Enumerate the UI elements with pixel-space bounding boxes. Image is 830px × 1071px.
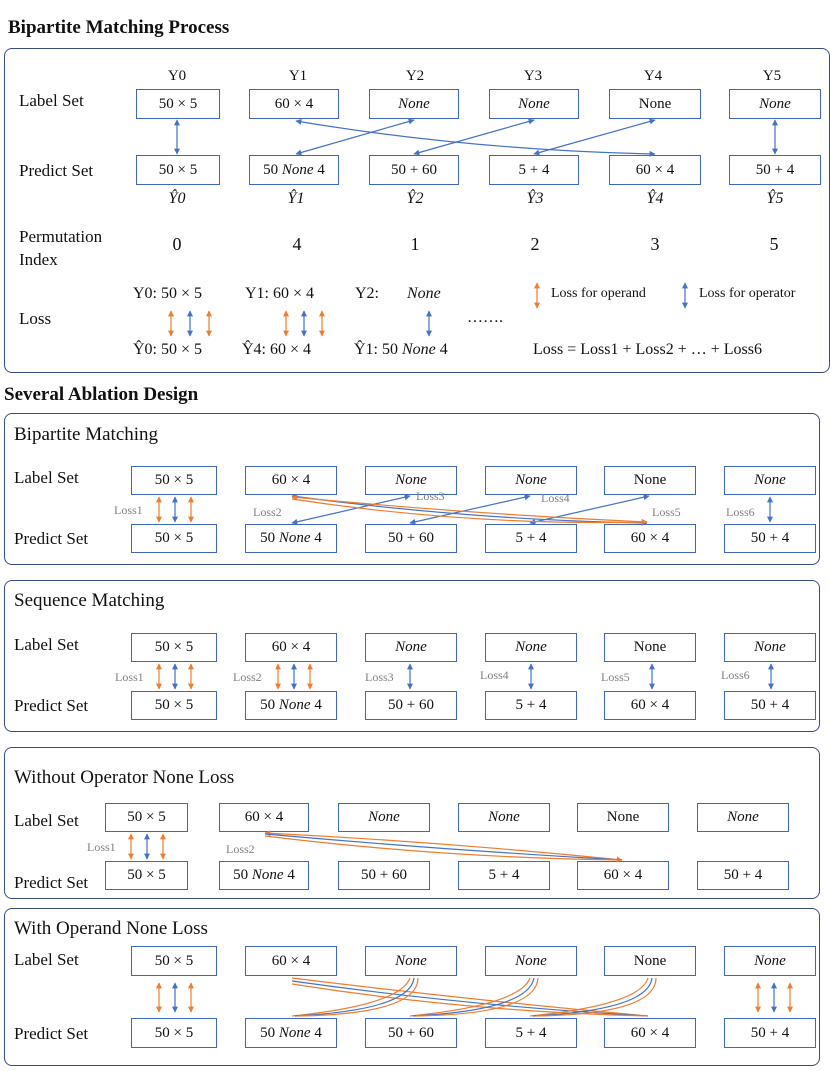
perm-4: 3 bbox=[650, 234, 660, 254]
p3-label-box-4: None bbox=[577, 803, 669, 832]
p2-predict-box-2: 50 + 60 bbox=[365, 691, 457, 720]
loss-c-top: Y2: None bbox=[355, 285, 441, 302]
top-predict-box-5: 50 + 4 bbox=[729, 155, 821, 185]
panel2-predict-set: Predict Set bbox=[14, 696, 89, 715]
col-y0: Y0 bbox=[167, 68, 187, 84]
p3-curve-blue bbox=[265, 834, 622, 860]
p1-loss2: Loss2 bbox=[253, 505, 282, 519]
p1-loss5: Loss5 bbox=[652, 505, 681, 519]
top-loss: Loss bbox=[19, 309, 52, 328]
top-link-4 bbox=[296, 121, 655, 154]
panel1-predict-set: Predict Set bbox=[14, 529, 89, 548]
top-label-box-2: None bbox=[369, 89, 459, 119]
title-ablation: Several Ablation Design bbox=[4, 384, 199, 405]
p1-predict-box-3: 5 + 4 bbox=[485, 524, 577, 553]
top-link-1 bbox=[296, 120, 414, 154]
p3-predict-box-4: 60 × 4 bbox=[577, 861, 669, 890]
hat-y0: Ŷ0 bbox=[168, 190, 186, 207]
p2-predict-box-1: 50 None 4 bbox=[245, 691, 337, 720]
p3-loss1: Loss1 bbox=[87, 840, 116, 854]
p3-predict-box-2: 50 + 60 bbox=[338, 861, 430, 890]
p3-predict-box-1: 50 None 4 bbox=[219, 861, 309, 890]
loss-b-bot: Ŷ4: 60 × 4 bbox=[242, 341, 312, 358]
p3-predict-box-5: 50 + 4 bbox=[697, 861, 789, 890]
p1-label-box-3: None bbox=[485, 466, 577, 495]
p1-predict-box-1: 50 None 4 bbox=[245, 524, 337, 553]
p1-label-box-1: 60 × 4 bbox=[245, 466, 337, 495]
p1-label-box-4: None bbox=[604, 466, 696, 495]
top-label-box-0: 50 × 5 bbox=[136, 89, 220, 119]
top-label-box-5: None bbox=[729, 89, 821, 119]
p1-label-box-2: None bbox=[365, 466, 457, 495]
p4-predict-box-4: 60 × 4 bbox=[604, 1018, 696, 1048]
p1-link-1 bbox=[292, 496, 410, 523]
p2-predict-box-4: 60 × 4 bbox=[604, 691, 696, 720]
panel2-label-set: Label Set bbox=[14, 635, 79, 654]
p4-curve-d2 bbox=[533, 978, 652, 1016]
panel3-title: Without Operator None Loss bbox=[14, 767, 235, 788]
panel1-label-set: Label Set bbox=[14, 468, 79, 487]
top-label-box-3: None bbox=[489, 89, 579, 119]
perm-5: 5 bbox=[769, 234, 779, 254]
top-link-3 bbox=[534, 120, 655, 154]
p2-predict-box-5: 50 + 4 bbox=[724, 691, 816, 720]
p3-loss2: Loss2 bbox=[226, 842, 255, 856]
top-predict-box-3: 5 + 4 bbox=[489, 155, 579, 185]
col-y5: Y5 bbox=[762, 68, 782, 84]
panel4-label-set: Label Set bbox=[14, 950, 79, 969]
p4-curve-d3 bbox=[536, 978, 656, 1016]
p4-label-box-2: None bbox=[365, 946, 457, 976]
p4-label-box-1: 60 × 4 bbox=[245, 946, 337, 976]
loss-b-top: Y1: 60 × 4 bbox=[245, 285, 315, 302]
top-label-box-4: None bbox=[609, 89, 701, 119]
p1-loss3: Loss3 bbox=[416, 489, 445, 503]
p2-loss2: Loss2 bbox=[233, 670, 262, 684]
top-predict-box-0: 50 × 5 bbox=[136, 155, 220, 185]
p2-label-box-0: 50 × 5 bbox=[131, 633, 217, 662]
p4-label-box-4: None bbox=[604, 946, 696, 976]
p2-label-box-4: None bbox=[604, 633, 696, 662]
p4-predict-box-0: 50 × 5 bbox=[131, 1018, 217, 1048]
perm-1: 4 bbox=[292, 234, 302, 254]
p4-label-box-0: 50 × 5 bbox=[131, 946, 217, 976]
p1-loss1: Loss1 bbox=[114, 503, 143, 517]
p1-loss4: Loss4 bbox=[541, 491, 570, 505]
p1-predict-box-0: 50 × 5 bbox=[131, 524, 217, 553]
p3-label-box-0: 50 × 5 bbox=[105, 803, 188, 832]
p2-label-box-2: None bbox=[365, 633, 457, 662]
p1-predict-box-5: 50 + 4 bbox=[724, 524, 816, 553]
perm-3: 2 bbox=[530, 234, 540, 254]
top-permutation-1: Permutation bbox=[19, 227, 103, 246]
col-y4: Y4 bbox=[643, 68, 663, 84]
p3-curve-orange-1 bbox=[265, 833, 622, 860]
panel1-title: Bipartite Matching bbox=[14, 424, 159, 445]
hat-y3: Ŷ3 bbox=[526, 190, 544, 207]
col-y3: Y3 bbox=[523, 68, 543, 84]
title-bipartite-process: Bipartite Matching Process bbox=[8, 17, 230, 38]
p2-loss1: Loss1 bbox=[115, 670, 144, 684]
top-predict-box-1: 50 None 4 bbox=[249, 155, 339, 185]
p1-predict-box-4: 60 × 4 bbox=[604, 524, 696, 553]
p2-loss5: Loss5 bbox=[601, 670, 630, 684]
p2-predict-box-0: 50 × 5 bbox=[131, 691, 217, 720]
col-y2: Y2 bbox=[405, 68, 425, 84]
top-predict-set: Predict Set bbox=[19, 161, 94, 180]
p2-label-box-1: 60 × 4 bbox=[245, 633, 337, 662]
p3-label-box-5: None bbox=[697, 803, 789, 832]
loss-formula: Loss = Loss1 + Loss2 + … + Loss6 bbox=[533, 341, 762, 358]
top-permutation-2: Index bbox=[19, 250, 58, 269]
legend-operand: Loss for operand bbox=[551, 286, 646, 301]
loss-dots: ……. bbox=[467, 309, 503, 326]
hat-y1: Ŷ1 bbox=[287, 190, 305, 207]
p1-loss6: Loss6 bbox=[726, 505, 755, 519]
p3-label-box-3: None bbox=[458, 803, 550, 832]
p1-label-box-0: 50 × 5 bbox=[131, 466, 217, 495]
p4-predict-box-3: 5 + 4 bbox=[485, 1018, 577, 1048]
p3-predict-box-0: 50 × 5 bbox=[105, 861, 188, 890]
p4-predict-box-1: 50 None 4 bbox=[245, 1018, 337, 1048]
panel4-predict-set: Predict Set bbox=[14, 1024, 89, 1043]
col-y1: Y1 bbox=[288, 68, 308, 84]
p3-label-box-1: 60 × 4 bbox=[219, 803, 309, 832]
p2-label-box-5: None bbox=[724, 633, 816, 662]
p1-predict-box-2: 50 + 60 bbox=[365, 524, 457, 553]
legend-operator: Loss for operator bbox=[699, 286, 796, 301]
hat-y2: Ŷ2 bbox=[406, 190, 424, 207]
p3-predict-box-3: 5 + 4 bbox=[458, 861, 550, 890]
loss-c-bot: Ŷ1: 50 None 4 bbox=[354, 341, 448, 358]
p4-predict-box-2: 50 + 60 bbox=[365, 1018, 457, 1048]
p2-loss3: Loss3 bbox=[365, 670, 394, 684]
loss-a-top: Y0: 50 × 5 bbox=[133, 285, 203, 302]
panel3-predict-set: Predict Set bbox=[14, 873, 89, 892]
top-predict-box-2: 50 + 60 bbox=[369, 155, 459, 185]
panel4-title: With Operand None Loss bbox=[14, 918, 208, 939]
top-link-2 bbox=[414, 120, 534, 154]
panel2-title: Sequence Matching bbox=[14, 590, 165, 611]
hat-y4: Ŷ4 bbox=[646, 190, 664, 207]
p4-label-box-5: None bbox=[724, 946, 816, 976]
perm-2: 1 bbox=[410, 234, 420, 254]
perm-0: 0 bbox=[172, 234, 182, 254]
p4-predict-box-5: 50 + 4 bbox=[724, 1018, 816, 1048]
p2-predict-box-3: 5 + 4 bbox=[485, 691, 577, 720]
p2-label-box-3: None bbox=[485, 633, 577, 662]
panel3-label-set: Label Set bbox=[14, 811, 79, 830]
hat-y5: Ŷ5 bbox=[766, 190, 784, 207]
p4-label-box-3: None bbox=[485, 946, 577, 976]
p2-loss6: Loss6 bbox=[721, 668, 750, 682]
p2-loss4: Loss4 bbox=[480, 668, 509, 682]
loss-a-bot: Ŷ0: 50 × 5 bbox=[133, 341, 203, 358]
top-label-box-1: 60 × 4 bbox=[249, 89, 339, 119]
p3-label-box-2: None bbox=[338, 803, 430, 832]
top-predict-box-4: 60 × 4 bbox=[609, 155, 701, 185]
p1-label-box-5: None bbox=[724, 466, 816, 495]
p1-link-2 bbox=[410, 496, 530, 523]
top-label-set: Label Set bbox=[19, 91, 84, 110]
